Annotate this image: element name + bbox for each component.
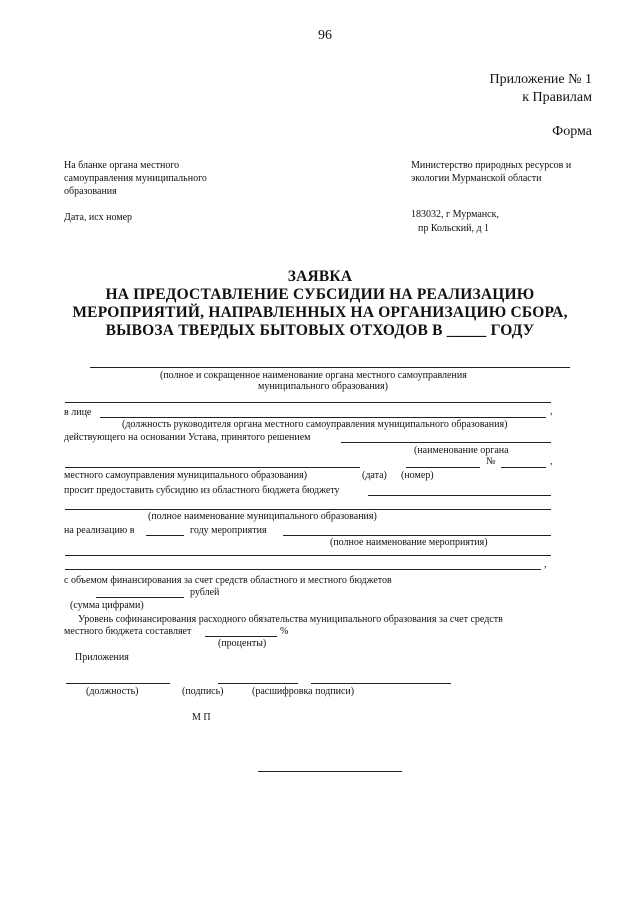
hint-activity-full: (полное наименование мероприятия) [330, 537, 488, 548]
signature-field-line[interactable] [218, 683, 298, 684]
ministry-line-2: экологии Мурманской области [411, 173, 542, 184]
org-name-field-line-2[interactable] [65, 402, 551, 403]
munic-name-field-line-1[interactable] [368, 495, 551, 496]
comma-1: , [550, 406, 553, 417]
activity-name-field-line-2[interactable] [65, 555, 551, 556]
title-line-4: ВЫВОЗА ТВЕРДЫХ БЫТОВЫХ ОТХОДОВ В _____ ГОДУ [105, 322, 535, 339]
comma-2: , [550, 456, 553, 467]
hint-percent: (проценты) [218, 638, 267, 649]
in-person-label: в лице [64, 407, 92, 418]
title-line-2: НА ПРЕДОСТАВЛЕНИЕ СУБСИДИИ НА РЕАЛИЗАЦИЮ [105, 286, 535, 303]
acting-basis-label: действующего на основании Устава, принятого решением [64, 432, 311, 443]
date-ref: Дата, исх номер [64, 212, 133, 223]
stamp-label: М П [192, 712, 211, 723]
address-line-1: 183032, г Мурманск, [411, 209, 499, 220]
activity-name-field-line-1[interactable] [283, 535, 551, 536]
hint-number: (номер) [401, 470, 434, 481]
hint-org-name-2: муниципального образования) [258, 381, 388, 392]
munic-name-field-line-2[interactable] [65, 509, 551, 510]
cofinancing-line-2: местного бюджета составляет [64, 626, 192, 637]
title-line-1: ЗАЯВКА [287, 268, 353, 285]
blank-line-2: самоуправления муниципального [64, 173, 207, 184]
signature-decoding-field-line[interactable] [311, 683, 451, 684]
hint-date: (дата) [362, 470, 387, 481]
financing-volume-label: с объемом финансирования за счет средств областного и местного бюджетов [64, 575, 392, 586]
hint-munic-full: (полное наименование муниципального образования) [148, 511, 377, 522]
request-subsidy-label: просит предоставить субсидию из областного бюджета бюджету [64, 485, 340, 496]
form-label: Форма [552, 124, 592, 139]
hint-local-gov: местного самоуправления муниципального образования) [64, 470, 308, 481]
hint-organ-name: (наименование органа [414, 445, 509, 456]
date-field-line[interactable] [406, 467, 480, 468]
percent-sign: % [280, 626, 289, 637]
organ-name-field-line[interactable] [341, 442, 551, 443]
hint-head-position: (должность руководителя органа местного самоуправления муниципального образования) [122, 419, 508, 430]
local-gov-field-line[interactable] [65, 467, 360, 468]
hint-sum-digits: (сумма цифрами) [70, 600, 144, 611]
percent-field-line[interactable] [205, 636, 277, 637]
cofinancing-line-1: Уровень софинансирования расходного обязательства муниципального образования за счет средств [78, 614, 503, 625]
org-name-field-line[interactable] [90, 367, 570, 368]
number-sign: № [486, 456, 496, 467]
appendix-label: Приложение № 1 [489, 72, 592, 87]
ministry-line-1: Министерство природных ресурсов и [411, 160, 572, 171]
comma-3: , [544, 559, 547, 570]
year-field-line[interactable] [146, 535, 184, 536]
hint-org-name-1: (полное и сокращенное наименование органа местного самоуправления [160, 370, 467, 381]
address-line-2: пр Кольский, д 1 [418, 223, 490, 234]
activity-name-field-line-3[interactable] [65, 569, 541, 570]
implementation-in-label: на реализацию в [64, 525, 135, 536]
blank-line-3: образования [64, 186, 117, 197]
year-activity-label: году мероприятия [190, 525, 267, 536]
head-position-field-line[interactable] [100, 417, 546, 418]
hint-position: (должность) [86, 686, 139, 697]
attachments-label: Приложения [75, 652, 129, 663]
hint-signature: (подпись) [182, 686, 224, 697]
page-number: 96 [318, 28, 332, 43]
sum-field-line[interactable] [96, 597, 184, 598]
title-line-3: МЕРОПРИЯТИЙ, НАПРАВЛЕННЫХ НА ОРГАНИЗАЦИЮ СБОРА, [72, 304, 568, 321]
hint-signature-decoding: (расшифровка подписи) [252, 686, 355, 697]
closing-rule [258, 771, 402, 772]
rules-label: к Правилам [522, 90, 592, 105]
position-field-line[interactable] [66, 683, 170, 684]
blank-line-1: На бланке органа местного [64, 160, 180, 171]
number-field-line[interactable] [501, 467, 546, 468]
rubles-label: рублей [190, 587, 220, 598]
